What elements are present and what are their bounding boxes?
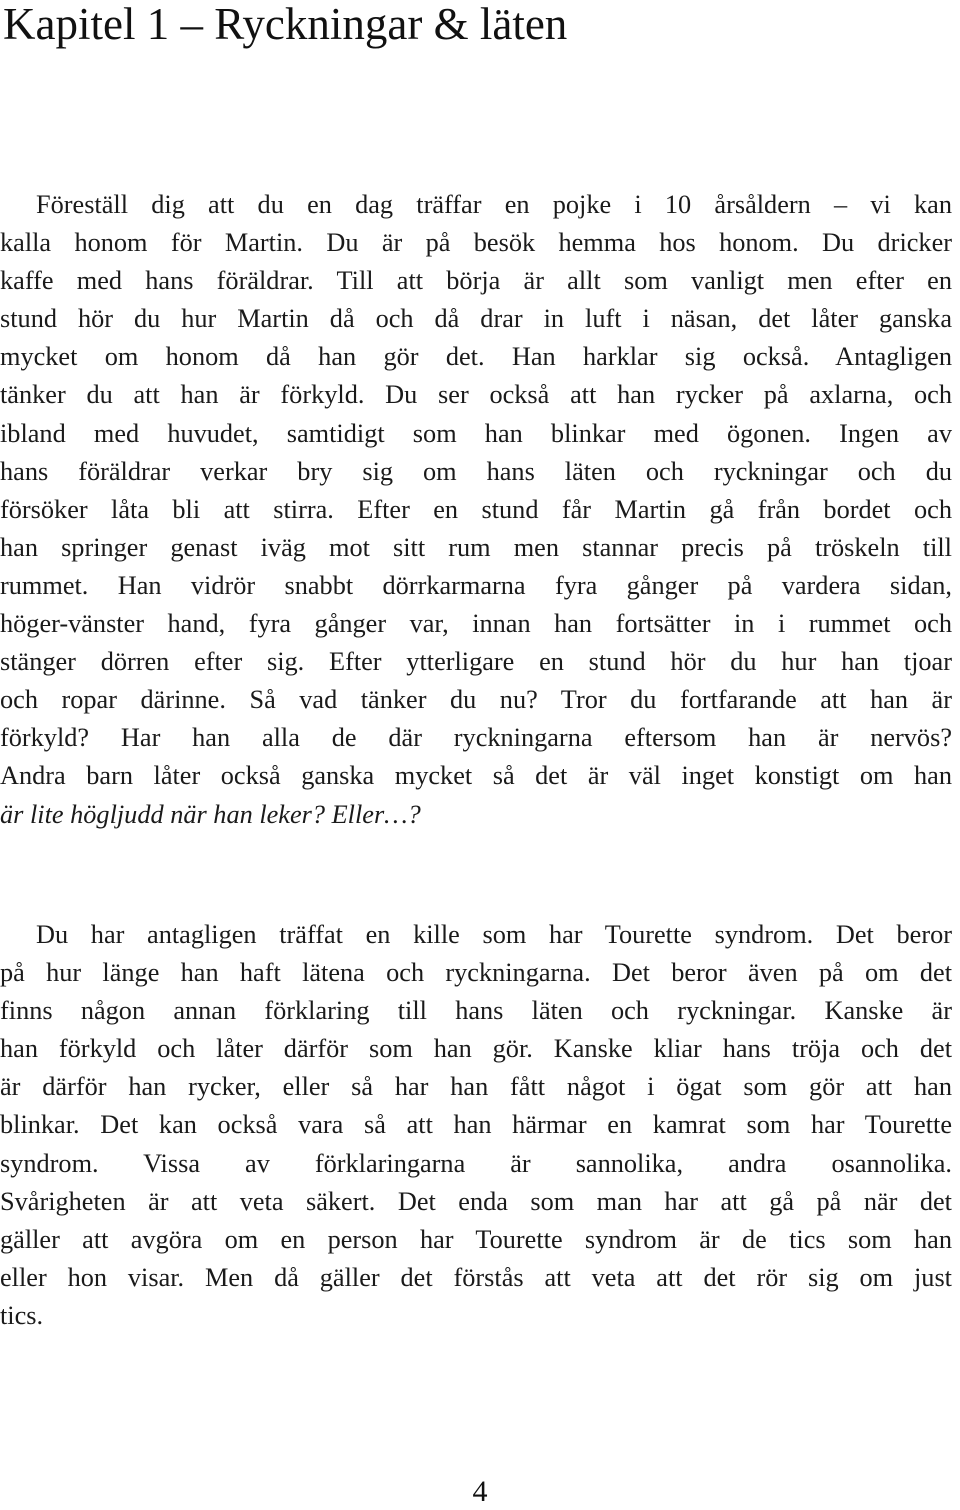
text-line: kaffe med hans föräldrar. Till att börja är allt som vanligt men efter en [0,266,952,296]
text-line: Svårigheten är att veta säkert. Det enda som man har att gå på när det [0,1186,952,1216]
text-line: Du har antagligen träffat en kille som har Tourette syndrom. Det beror [36,920,952,949]
text-line: mycket om honom då han gör det. Han harklar sig också. Antagligen [0,342,952,372]
text-line: och ropar därinne. Så vad tänker du nu? Tror du fortfarande att han är [0,685,952,715]
text-line: försöker låta bli att stirra. Efter en stund får Martin gå från bordet och [0,494,952,524]
text-line: Föreställ dig att du en dag träffar en pojke i 10 årsåldern – vi kan [36,190,952,219]
text-line: tics. [0,1300,44,1330]
text-line: kalla honom för Martin. Du är på besök hemma hos honom. Du dricker [0,228,952,258]
text-line: han springer genast iväg mot sitt rum men stannar precis på tröskeln till [0,532,952,562]
paragraph-tourette-explanation [0,916,952,1335]
text-line: rummet. Han vidrör snabbt dörrkarmarna fyra gånger på vardera sidan, [0,570,952,600]
page-number: 4 [472,1475,488,1508]
text-line: han förkyld och låter därför som han gör. Kanske kliar hans tröja och det [0,1034,952,1064]
text-line: gäller att avgöra om en person har Tourette syndrom är de tics som han [0,1224,952,1254]
text-line: stund hör du hur Martin då och då drar in luft i näsan, det låter ganska [0,304,952,334]
paragraph-martin-story [0,186,952,834]
italic-question: är lite högljudd när han leker? Eller…? [0,799,421,829]
text-line: syndrom. Vissa av förklaringarna är sannolika, andra osannolika. [0,1148,952,1178]
text-line: höger-vänster hand, fyra gånger var, innan han fortsätter in i rummet och [0,609,952,639]
text-line: på hur länge han haft lätena och ryckningarna. Det beror även på om det [0,958,952,988]
text-line: blinkar. Det kan också vara så att han härmar en kamrat som har Tourette [0,1110,952,1140]
text-line: stänger dörren efter sig. Efter ytterligare en stund hör du hur han tjoar [0,647,952,677]
text-line: ibland med huvudet, samtidigt som han blinkar med ögonen. Ingen av [0,418,952,448]
text-line: eller hon visar. Men då gäller det förstås att veta att det rör sig om just [0,1262,952,1292]
text-line: Andra barn låter också ganska mycket så det är väl inget konstigt om han [0,761,952,791]
text-line: förkyld? Har han alla de där ryckningarna eftersom han är nervös? [0,723,952,753]
text-line: är därför han rycker, eller så har han fått något i ögat som gör att han [0,1072,952,1102]
text-line: hans föräldrar verkar bry sig om hans läten och ryckningar och du [0,456,952,486]
italic-text-line [0,796,952,834]
chapter-title: Kapitel 1 – Ryckningar & läten [3,0,568,49]
text-line: finns någon annan förklaring till hans läten och ryckningar. Kanske är [0,996,952,1026]
text-line: tänker du att han är förkyld. Du ser också att han rycker på axlarna, och [0,380,952,410]
